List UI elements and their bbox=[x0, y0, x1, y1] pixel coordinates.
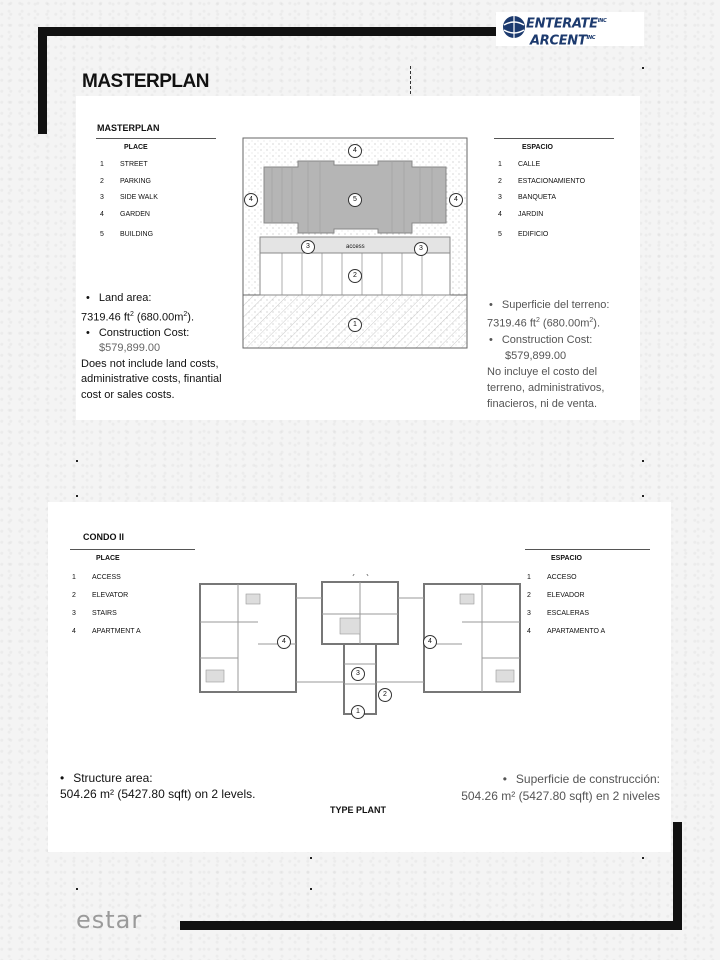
frame-top-bar bbox=[38, 27, 496, 36]
masterplan-espacio-header: ESPACIO bbox=[522, 144, 553, 151]
masterplan-espacio-rule bbox=[494, 138, 614, 139]
masterplan-right-description: • Superficie del terreno: 7319.46 $ft^2$ $(680.00m^2)$. • Construction Cost: $579,899.00 No incluye el costo del terreno, administrativos, finacieros, ni de venta. bbox=[487, 297, 632, 412]
plan-marker: 5 bbox=[348, 193, 362, 207]
plan-marker: 4 bbox=[449, 193, 463, 207]
superficie-construccion-value: 504.26 m² (5427.80 sqft) en 2 niveles bbox=[461, 789, 660, 803]
masterplan-left-description: • Land area: 7319.46 $ft^2$ $(680.00m^2)$. • Construction Cost: $579,899.00 Does not include land costs, administrative costs, finantial cost or sales costs. bbox=[81, 291, 236, 403]
land-area-value: 7319.46 ft bbox=[81, 311, 130, 324]
condo-place-rule bbox=[70, 549, 195, 550]
condo-espacio-item: 3 ESCALERAS bbox=[527, 610, 590, 617]
condo-espacio-item: 4 APARTAMENTO A bbox=[527, 628, 606, 635]
speck bbox=[76, 460, 78, 462]
logo-suffix-2: INC bbox=[586, 35, 596, 42]
plan-marker: 3 bbox=[301, 240, 315, 254]
company-logo bbox=[496, 12, 644, 49]
masterplan-place-rule bbox=[96, 138, 216, 139]
land-area-label: Land area: bbox=[98, 292, 152, 304]
condo-heading: CONDO II bbox=[83, 532, 125, 542]
condo-place-item: 4 APARTMENT A bbox=[72, 628, 141, 635]
speck bbox=[76, 888, 78, 890]
speck bbox=[310, 888, 312, 890]
masterplan-espacio-item: 4 JARDIN bbox=[498, 211, 544, 218]
plan-marker: 2 bbox=[348, 269, 362, 283]
speck bbox=[642, 460, 644, 462]
superficie-construccion-label: Superficie de construcción: bbox=[515, 772, 660, 786]
masterplan-place-item: 5 BUILDING bbox=[100, 231, 154, 238]
condo-place-header: PLACE bbox=[96, 555, 120, 562]
condo-espacio-item: 1 ACCESO bbox=[527, 574, 577, 581]
speck bbox=[76, 495, 78, 497]
plan-marker: 3 bbox=[414, 242, 428, 256]
condo-place-item: 1 ACCESS bbox=[72, 574, 121, 581]
cost-note: Does not include land costs, administrative costs, finantial cost or sales costs. bbox=[81, 357, 222, 401]
plan-access-label: access bbox=[346, 244, 365, 250]
frame-left-bar bbox=[38, 27, 47, 134]
plan-marker: 1 bbox=[348, 318, 362, 332]
masterplan-place-item: 1 STREET bbox=[100, 161, 148, 168]
logo-line1: ENTERATE bbox=[526, 16, 598, 32]
masterplan-panel bbox=[76, 96, 640, 420]
speck bbox=[642, 857, 644, 859]
superficie-label: Superficie del terreno: bbox=[501, 299, 610, 311]
masterplan-place-item: 2 PARKING bbox=[100, 178, 151, 185]
structure-area-value: 504.26 m² (5427.80 sqft) on 2 levels. bbox=[60, 787, 256, 801]
floor-plan-marker: 2 bbox=[378, 688, 392, 702]
footer-brand-logo: estar bbox=[76, 906, 143, 934]
masterplan-place-item: 4 GARDEN bbox=[100, 211, 150, 218]
page-title: MASTERPLAN bbox=[82, 71, 209, 92]
structure-area-left bbox=[60, 770, 320, 802]
masterplan-espacio-item: 1 CALLE bbox=[498, 161, 541, 168]
masterplan-place-item: 3 SIDE WALK bbox=[100, 194, 158, 201]
divider-tick bbox=[410, 66, 412, 94]
condo-espacio-rule bbox=[525, 549, 650, 550]
condo-espacio-item: 2 ELEVADOR bbox=[527, 592, 585, 599]
masterplan-espacio-item: 3 BANQUETA bbox=[498, 194, 556, 201]
masterplan-place-header: PLACE bbox=[124, 144, 148, 151]
masterplan-heading: MASTERPLAN bbox=[97, 123, 160, 133]
condo-espacio-header: ESPACIO bbox=[551, 555, 582, 562]
frame-right-bar bbox=[673, 822, 682, 930]
construction-cost-value: $579,899.00 bbox=[99, 342, 161, 355]
plan-marker: 4 bbox=[348, 144, 362, 158]
speck bbox=[642, 67, 644, 69]
condo-place-item: 3 STAIRS bbox=[72, 610, 117, 617]
condo-panel bbox=[48, 502, 671, 852]
floor-plan-marker: 4 bbox=[277, 635, 291, 649]
structure-area-label: Structure area: bbox=[73, 771, 153, 785]
masterplan-espacio-item: 2 ESTACIONAMIENTO bbox=[498, 178, 586, 185]
structure-area-right bbox=[428, 771, 660, 805]
speck bbox=[310, 857, 312, 859]
costo-value: $579,899.00 bbox=[505, 349, 567, 362]
logo-suffix-1: INC bbox=[597, 18, 607, 24]
floor-plan-marker: 3 bbox=[351, 667, 365, 681]
construction-cost-label: Construction Cost: bbox=[98, 326, 190, 339]
floor-plan-marker: 1 bbox=[351, 705, 365, 719]
masterplan-espacio-item: 5 EDIFICIO bbox=[498, 231, 549, 238]
type-plant-caption: TYPE PLANT bbox=[330, 805, 387, 815]
condo-place-item: 2 ELEVATOR bbox=[72, 592, 129, 599]
costo-note: No incluye el costo del terreno, administrativos, finacieros, ni de venta. bbox=[487, 365, 605, 410]
speck bbox=[642, 495, 644, 497]
floor-plan-marker: 4 bbox=[423, 635, 437, 649]
frame-bottom-bar bbox=[180, 921, 682, 930]
logo-line2: ARCENT bbox=[530, 33, 587, 49]
plan-marker: 4 bbox=[244, 193, 258, 207]
